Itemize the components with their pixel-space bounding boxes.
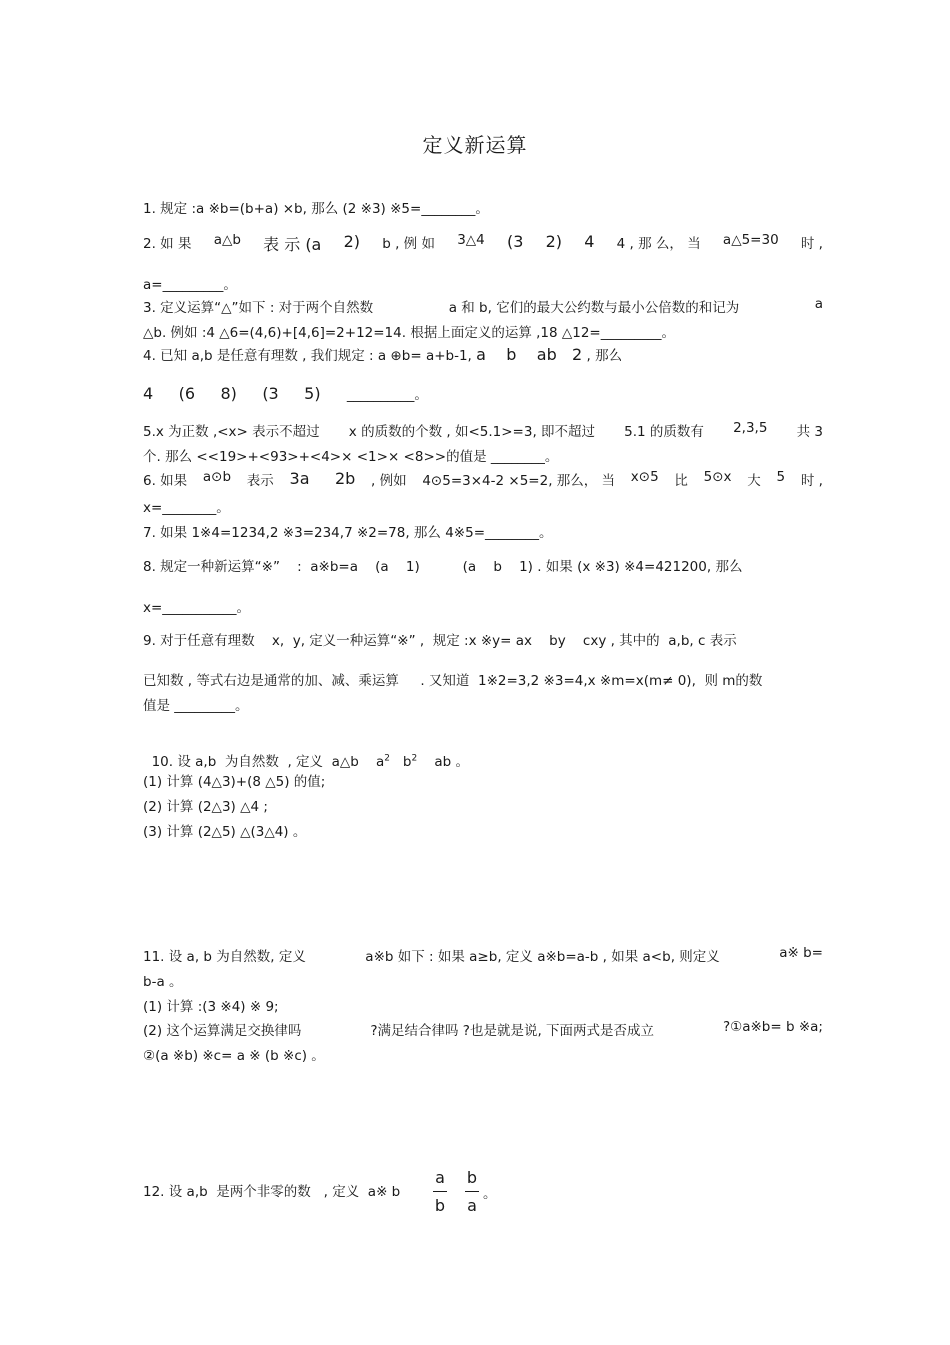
text-span: 5⊙x — [703, 469, 732, 485]
problem-10-part-1: (1) 计算 (4△3)+(8 △5) 的值; — [143, 774, 326, 790]
problem-11-part-2-line-1 — [143, 1019, 823, 1039]
text-span: 表示 — [246, 473, 274, 489]
text-span: 2) — [545, 232, 563, 251]
text-span: a⊙b — [202, 469, 232, 485]
problem-11-part-1: (1) 计算 :(3 ※4) ※ 9; — [143, 999, 279, 1015]
page-title: 定义新运算 — [422, 133, 528, 157]
numerator: a — [435, 1168, 445, 1187]
text-span: 4⊙5=3×4-2 ×5=2, 那么， 当 — [422, 473, 616, 489]
text-span: 时 , — [800, 236, 823, 252]
text-span: 共 3 — [796, 424, 823, 440]
problem-9-line-2: 已知数 , 等式右边是通常的加、减、乘运算 . 又知道 1※2=3,2 ※3=4,x ※m=x(m≠ 0), 则 m的数 — [143, 673, 763, 689]
problem-12-end: 。 — [483, 1186, 497, 1202]
text-span: ab 。 — [417, 754, 470, 770]
problem-4-line-1 — [143, 344, 823, 364]
text-span: , 那么 — [586, 348, 623, 364]
problem-5-line-2: 个. 那么 <<19>+<93>+<4>× <1>× <8>>的值是 ________。 — [143, 449, 559, 465]
text-span: 6. 如果 — [143, 473, 188, 489]
problem-9-line-1: 9. 对于任意有理数 x, y, 定义一种运算“※” , 规定 :x ※y= ax by cxy , 其中的 a,b, c 表示 — [143, 633, 737, 649]
text-span: , 例如 — [371, 473, 407, 489]
text-span: 5.x 为正数 ,<x> 表示不超过 — [143, 424, 320, 440]
problem-8-line-1: 8. 规定一种新运算“※” : a※b=a (a 1) (a b 1) . 如果 (x ※3) ※4=421200, 那么 — [143, 559, 743, 575]
superscript: 2 — [411, 753, 418, 764]
problem-6-line-2: x=________。 — [143, 500, 230, 516]
text-span: b — [390, 754, 412, 770]
problem-10 — [143, 734, 823, 770]
problem-12: 12. 设 a,b 是两个非零的数 , 定义 a※ b — [143, 1184, 401, 1200]
text-span: 表 示 (a — [263, 235, 322, 254]
fraction-a-over-b — [433, 1170, 447, 1214]
problem-11-line-1 — [143, 945, 823, 965]
text-span: b , 例 如 — [382, 236, 435, 252]
text-span: x⊙5 — [630, 469, 659, 485]
fraction-bar — [433, 1191, 447, 1192]
text-span: (2) 这个运算满足交换律吗 — [143, 1023, 302, 1039]
text-span: 11. 设 a, b 为自然数, 定义 — [143, 949, 306, 965]
problem-11-line-2: b-a 。 — [143, 974, 183, 990]
fraction-b-over-a — [465, 1170, 479, 1214]
text-span: 2. 如 果 — [143, 236, 192, 252]
problem-4-line-2 — [143, 383, 823, 403]
text-span: ?满足结合律吗 ?也是就是说, 下面两式是否成立 — [370, 1023, 655, 1039]
problem-3-line-1 — [143, 296, 823, 316]
fraction-bar — [465, 1191, 479, 1192]
text-span: 4 — [584, 232, 595, 251]
text-span: 4 (6 8) (3 5) — [143, 384, 321, 403]
text-span: a — [814, 296, 823, 312]
text-span: 3△4 — [457, 232, 485, 248]
text-span: 大 — [747, 473, 761, 489]
superscript: 2 — [384, 753, 391, 764]
text-span: a b ab 2 — [476, 345, 583, 364]
text-span: 3. 定义运算“△”如下 : 对于两个自然数 — [143, 300, 374, 316]
text-span: (3 — [506, 232, 524, 251]
text-span: a 和 b, 它们的最大公约数与最小公倍数的和记为 — [448, 300, 740, 316]
text-span: 时 , — [800, 473, 823, 489]
text-span: 比 — [674, 473, 688, 489]
text-span: 4. 已知 a,b 是任意有理数 , 我们规定 : a ⊕b= a+b-1, — [143, 348, 472, 364]
numerator: b — [466, 1168, 478, 1187]
text-span: 5 — [776, 469, 786, 485]
text-span: a△b — [213, 232, 241, 248]
problem-3-line-2: △b. 例如 :4 △6=(4,6)+[4,6]=2+12=14. 根据上面定义的运算 ,18 △12=_________。 — [143, 325, 675, 341]
problem-7: 7. 如果 1※4=1234,2 ※3=234,7 ※2=78, 那么 4※5=________。 — [143, 525, 553, 541]
problem-10-part-3: (3) 计算 (2△5) △(3△4) 。 — [143, 824, 307, 840]
denominator: a — [467, 1196, 477, 1215]
text-span: 2) — [343, 232, 361, 251]
text-span: ?①a※b= b ※a; — [722, 1019, 823, 1035]
problem-1: 1. 规定 :a ※b=(b+a) ×b, 那么 (2 ※3) ※5=________。 — [143, 201, 489, 217]
denominator: b — [434, 1196, 446, 1215]
text-span: __________。 — [346, 387, 428, 403]
text-span: a※ b= — [779, 945, 823, 961]
problem-5-line-1 — [143, 420, 823, 440]
problem-11-part-2-line-2: ②(a ※b) ※c= a ※ (b ※c) 。 — [143, 1048, 325, 1064]
problem-6-line-1 — [143, 469, 823, 489]
text-span: 10. 设 a,b 为自然数 , 定义 a△b a — [151, 754, 385, 770]
problem-8-line-2: x=___________。 — [143, 600, 251, 616]
text-span: 2,3,5 — [733, 420, 768, 436]
text-span: a△5=30 — [722, 232, 779, 248]
text-span: 4 , 那 么， 当 — [616, 236, 701, 252]
problem-9-line-3: 值是 _________。 — [143, 698, 249, 714]
text-span: 5.1 的质数有 — [624, 424, 704, 440]
text-span: a※b 如下 : 如果 a≥b, 定义 a※b=a-b , 如果 a<b, 则定义 — [365, 949, 720, 965]
problem-10-part-2: (2) 计算 (2△3) △4 ; — [143, 799, 268, 815]
text-span: x 的质数的个数 , 如<5.1>=3, 即不超过 — [348, 424, 596, 440]
text-span: 3a 2b — [289, 469, 356, 488]
problem-2-line-2: a=_________。 — [143, 277, 237, 293]
problem-2-line-1 — [143, 232, 823, 255]
